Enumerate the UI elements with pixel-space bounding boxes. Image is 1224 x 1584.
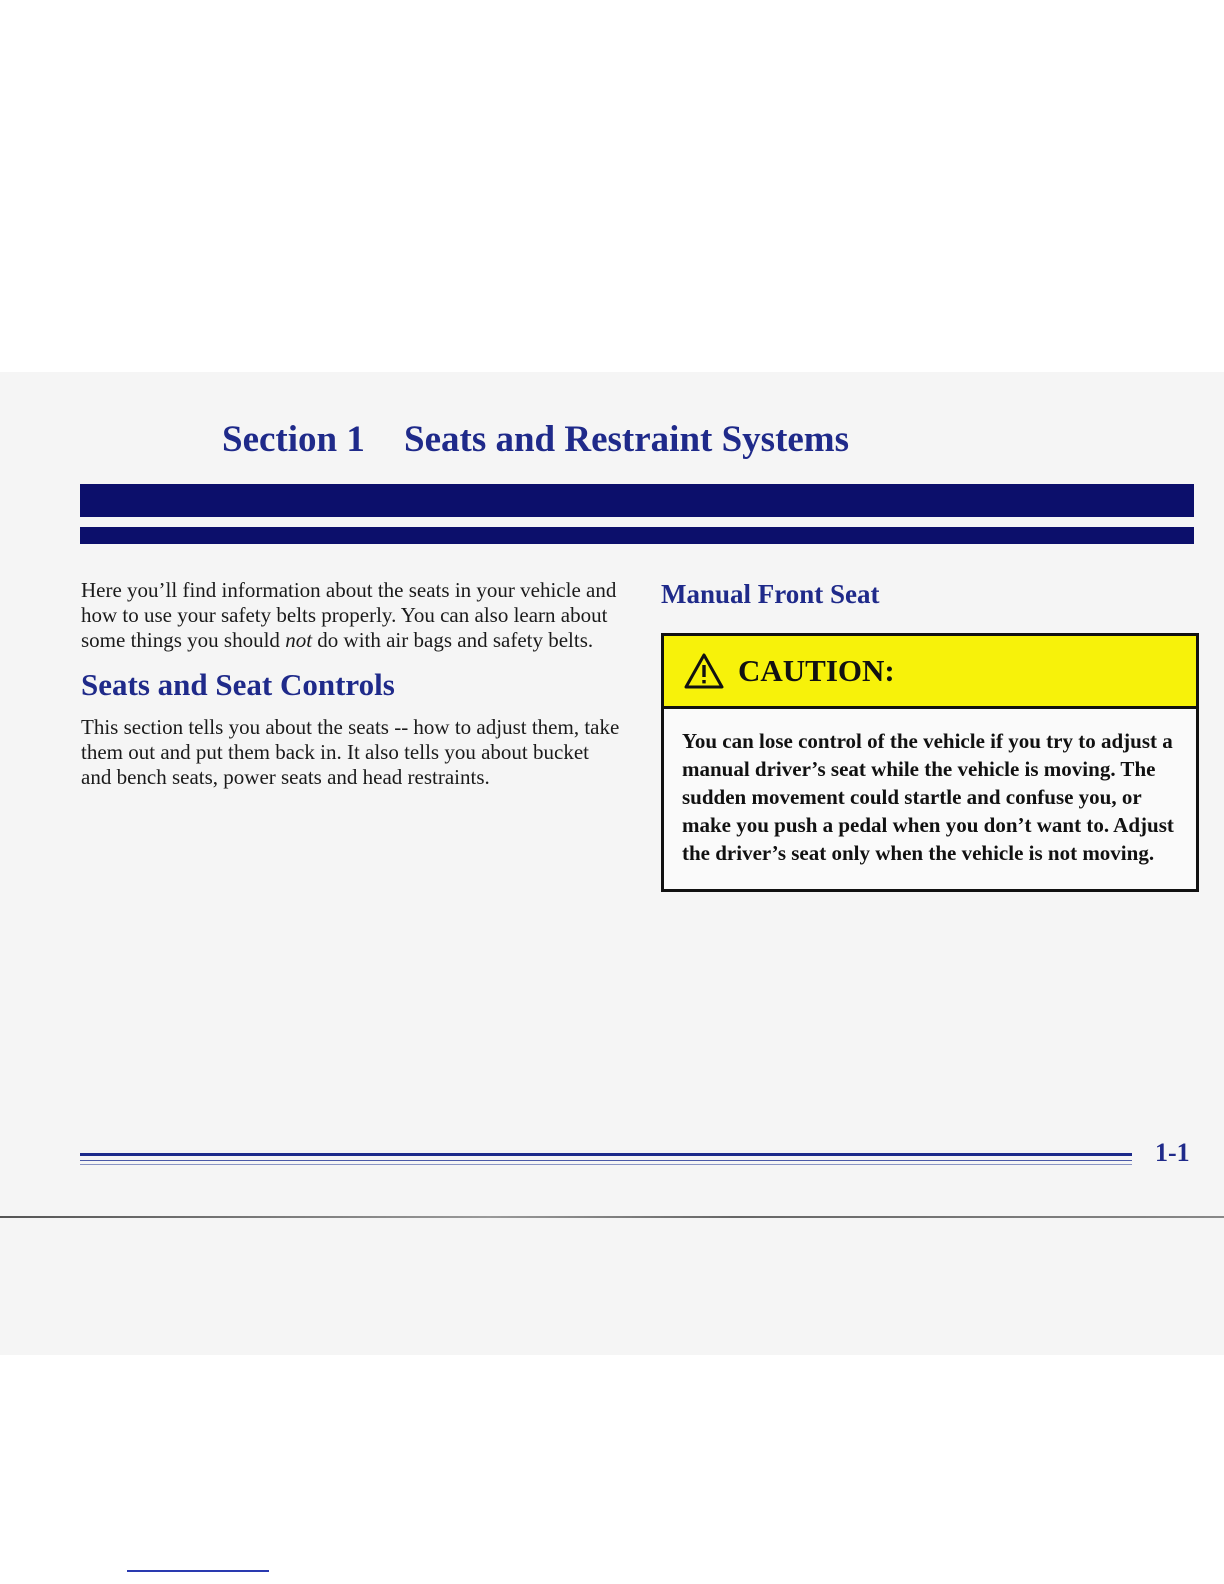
caution-header	[664, 636, 1196, 709]
section-title	[222, 418, 849, 461]
footer-rule-faint	[80, 1164, 1132, 1165]
intro-text-a: Here you’ll find information about the seats in your vehicle and how to use your safety belts properly. You can also learn about some things you should	[81, 578, 617, 652]
bottom-mark	[127, 1570, 269, 1572]
warning-triangle-icon	[684, 653, 724, 689]
page-number: 1-1	[1155, 1138, 1190, 1167]
header-bar-thick	[80, 484, 1194, 517]
footer-rule	[80, 1153, 1132, 1156]
footer-rule-thin	[80, 1160, 1132, 1161]
caution-label: CAUTION:	[738, 653, 895, 688]
intro-emphasis: not	[285, 628, 313, 652]
left-column	[81, 578, 621, 790]
manual-front-seat-heading: Manual Front Seat	[661, 579, 880, 609]
intro-text-b: do with air bags and safety belts.	[312, 628, 594, 652]
caution-box	[661, 633, 1199, 892]
section-number: Section 1	[222, 419, 365, 460]
scan-edge-line	[0, 1216, 1224, 1218]
right-column	[661, 578, 1199, 892]
seats-controls-heading: Seats and Seat Controls	[81, 667, 395, 702]
header-bar-thin	[80, 527, 1194, 544]
seats-controls-paragraph: This section tells you about the seats -- how to adjust them, take them out and put them back in. It also tells you about bucket and bench seats, power seats and head restraints.	[81, 715, 620, 789]
intro-paragraph	[81, 578, 621, 653]
section-name: Seats and Restraint Systems	[404, 419, 850, 460]
caution-text: You can lose control of the vehicle if you try to adjust a manual driver’s seat while the vehicle is moving. The sudden movement could startle and confuse you, or make you push a pedal when you don’t want to. Adjust the driver’s seat only when the vehicle is not moving.	[682, 729, 1174, 865]
